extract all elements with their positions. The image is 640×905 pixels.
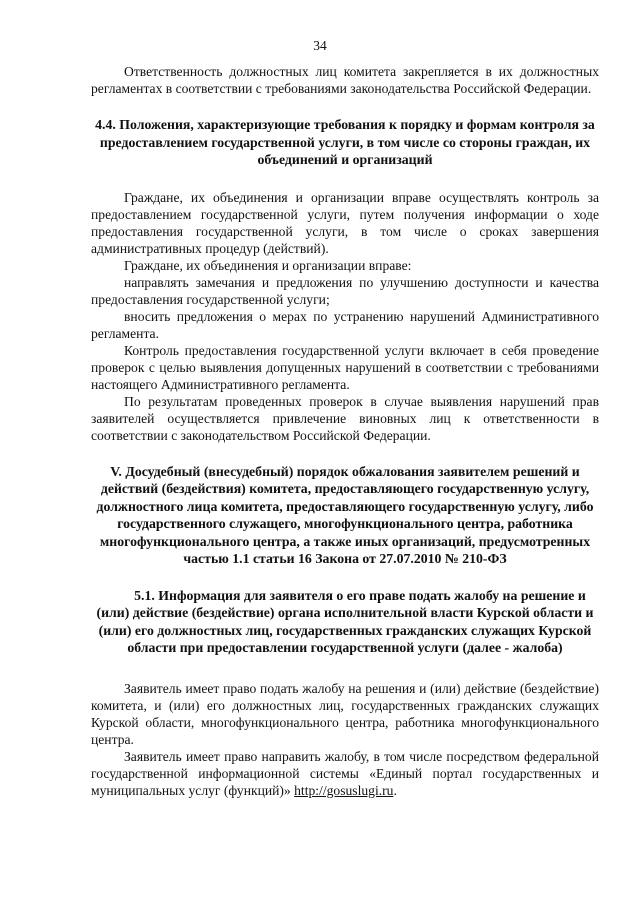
paragraph-results: По результатам проведенных проверок в случае выявления нарушений прав заявителей осуществляется привлечение виновных лиц к ответственности в соответствии с законодательством Российской Федерации. — [91, 393, 599, 443]
paragraph-citizens-right: Граждане, их объединения и организации вправе: — [124, 257, 412, 273]
paragraph-control-includes: Контроль предоставления государственной услуги включает в себя проведение проверок с целью выявления допущенных нарушений в соответствии с требованиями настоящего Административного регламента. — [91, 342, 599, 392]
section-heading-v: V. Досудебный (внесудебный) порядок обжалования заявителем решений и действий (бездействия) комитета, предоставляющего государственную услугу, должностного лица комитета, предоставляющего государственную услугу, либо государственного служащего, многофункционального центра, работника многофункционального центра, а также иных организаций, предусмотренных частью 1.1 статьи 16 Закона от 27.07.2010 № 210-ФЗ — [96, 463, 594, 566]
paragraph-citizens-control: Граждане, их объединения и организации вправе осуществлять контроль за предоставлением государственной услуги, путем получения информации о ходе предоставления государственной услуги, в том числе о сроках завершения административных процедур (действий). — [91, 189, 599, 256]
gosuslugi-link[interactable]: http://gosuslugi.ru — [294, 782, 394, 798]
paragraph-responsibility: Ответственность должностных лиц комитета закрепляется в их должностных регламентах в соответствии с требованиями законодательства Российской Федерации. — [91, 64, 599, 96]
page-content — [91, 63, 599, 799]
paragraph-proposals: вносить предложения о мерах по устранению нарушений Административного регламента. — [91, 308, 599, 341]
paragraph-applicant-right: Заявитель имеет право подать жалобу на решения и (или) действие (бездействие) комитета, и (или) его должностных лиц, государственных гражданских служащих Курской области, многофункционального центра, работника многофункционального центра. — [91, 680, 599, 747]
section-heading-4-4: 4.4. Положения, характеризующие требования к порядку и формам контроля за предоставлением государственной услуги, в том числе со стороны граждан, их объединений и организаций — [95, 117, 595, 167]
page-number: 34 — [313, 38, 327, 53]
trailing-period: . — [393, 782, 397, 798]
paragraph-send-remarks: направлять замечания и предложения по улучшению доступности и качества предоставления государственной услуги; — [91, 274, 599, 307]
section-heading-5-1: 5.1. Информация для заявителя о его праве подать жалобу на решение и (или) действие (бездействие) органа исполнительной власти Курской области и (или) его должностных лиц, государственных гражданских служащих Курской области при предоставлении государственной услуги (далее - жалоба) — [96, 587, 594, 655]
complaint-portal-text: Заявитель имеет право направить жалобу, в том числе посредством федеральной государственной информационной системы «Единый портал государственных и муниципальных услуг (функций)» — [91, 748, 599, 798]
paragraph-complaint-via-portal — [91, 748, 599, 799]
